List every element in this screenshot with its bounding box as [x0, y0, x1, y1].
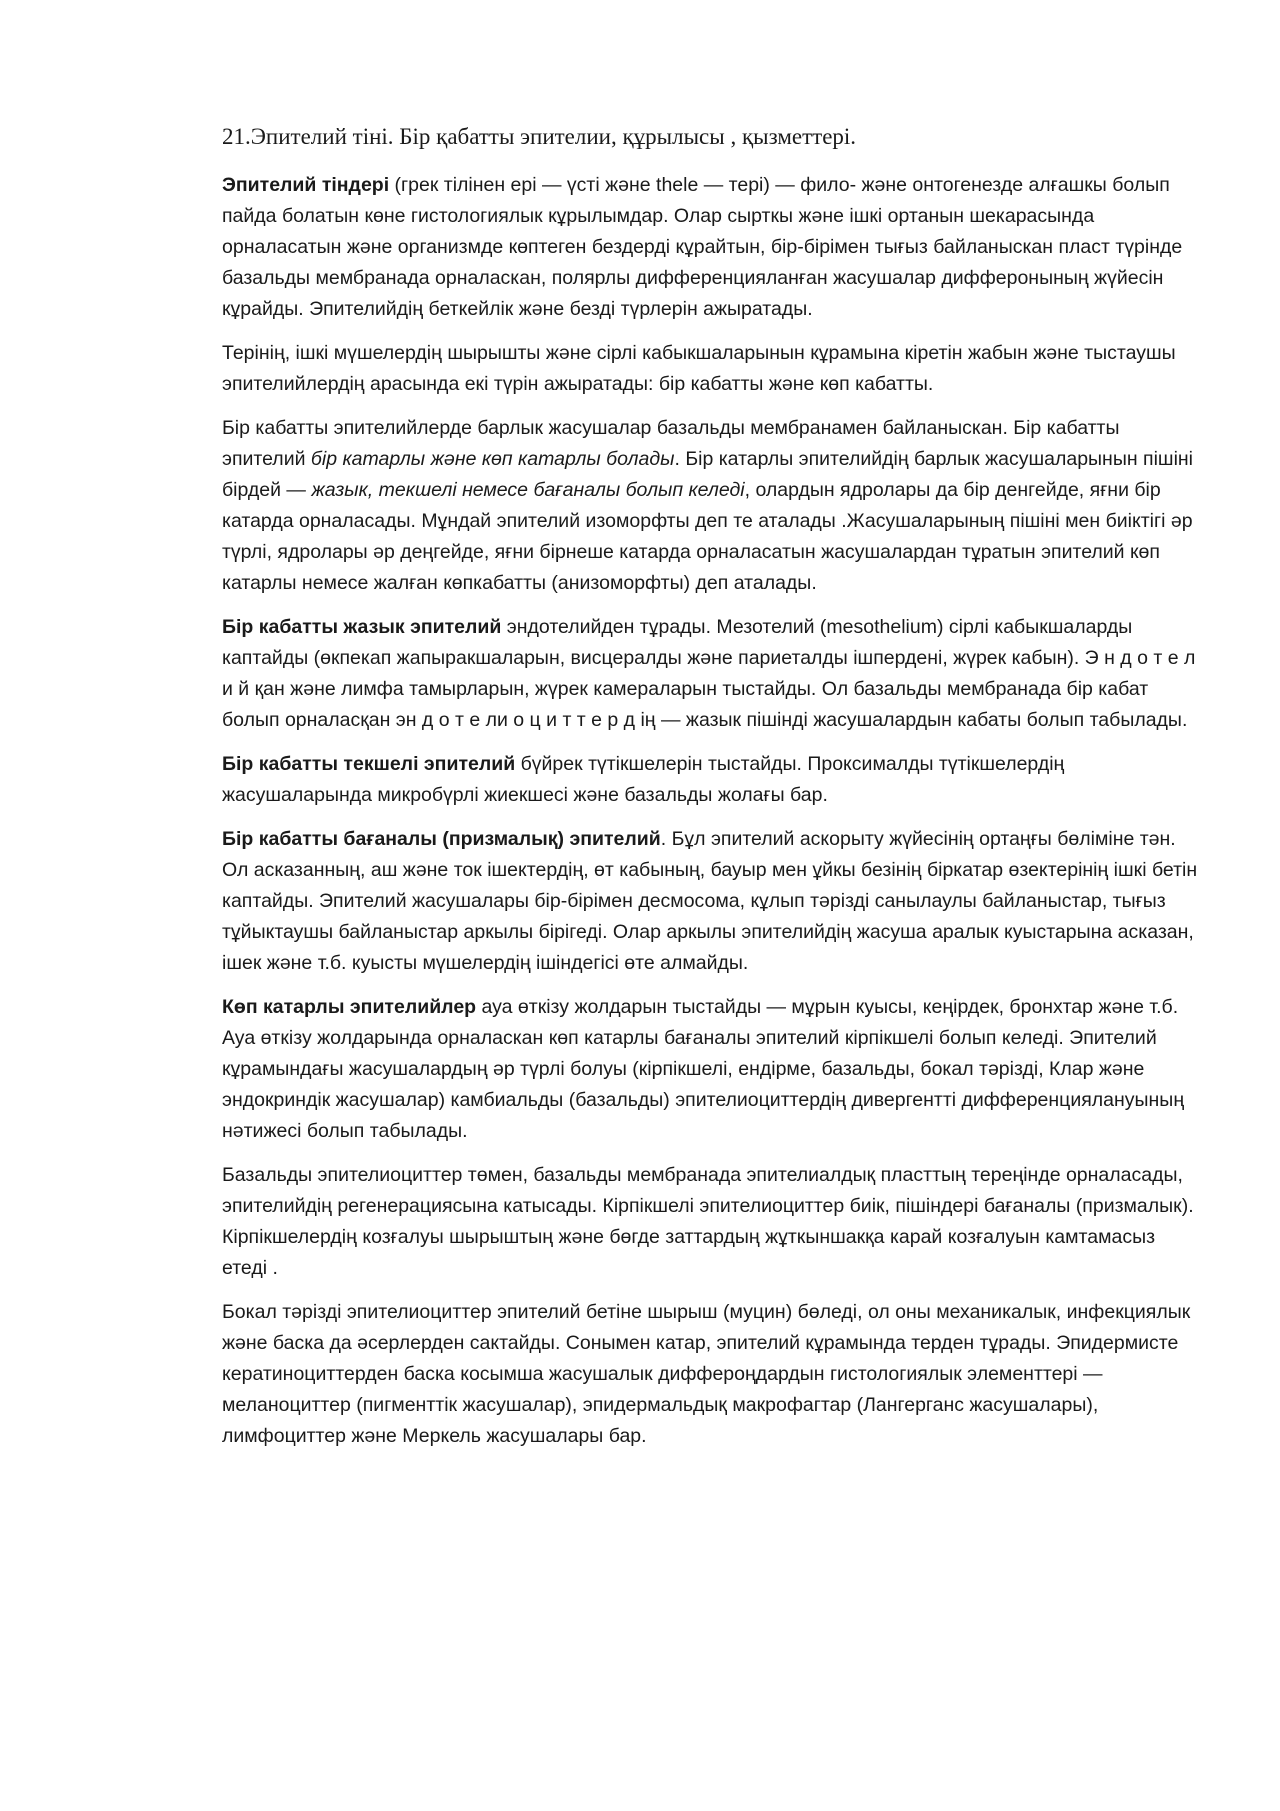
document-body [222, 122, 1200, 1465]
emphasis-text: бір катарлы және көп катарлы болады [310, 448, 675, 470]
paragraph-cuboidal-epithelium [222, 749, 1200, 811]
paragraph-text: , олардын ядролары да бір денгейде, яғни бір катарда орналасады. Мұндай эпителий изоморфты деп те аталады .Жасушаларының пішіні мен биіктігі әр түрлі, ядролары әр деңгейде, яғни бірнеше катарда орналасатын жасушалардан тұратын эпителий көп катарлы немесе жалған көпкабатты (анизоморфты) деп аталады. [222, 479, 1193, 594]
paragraph-columnar-epithelium [222, 824, 1200, 979]
document-title: 21.Эпителий тіні. Бір қабатты эпителии, құрылысы , қызметтері. [222, 124, 857, 149]
paragraph-single-layer [222, 413, 1200, 599]
paragraph-text: бүйрек түтікшелерін тыстайды. Проксималды түтікшелердің жасушаларында микробүрлі жиекшесі және базальды жолағы бар. [222, 753, 1065, 806]
term-epithelial-tissues: Эпителий тіндері [222, 174, 390, 196]
paragraph-multirow-epithelium [222, 992, 1200, 1147]
paragraph-basal-epitheliocytes [222, 1160, 1200, 1284]
paragraph-text: (грек тілінен ері — үсті және thele — тері) — фило- және онтогенезде алғашкы болып пайда болатын көне гистологиялык кұрылымдар. Олар сырткы және ішкі ортанын шекарасында орналасатын және организмде көптеген бездерді кұрайтын, бір-бірімен тығыз байланыскан пласт түрінде базальды мембранада орналаскан, полярлы дифференцияланған жасушалар дифферонының жүйесін кұрайды. Эпителийдің беткейлік және безді түрлерін ажыратады. [222, 174, 1183, 320]
paragraph-text: Бір кабатты эпителийлерде барлык жасушалар базальды мембранамен байланыскан. Бір кабатты эпителий [222, 417, 1120, 470]
paragraph-text: . Бұл эпителий аскорыту жүйесінің ортаңғы бөліміне тән. Ол асказанның, аш және ток ішектердің, өт кабының, бауыр мен ұйкы безінің біркатар өзектерінің ішкі бетін каптайды. Эпителий жасушалары бір-бірімен десмосома, кұлып тәрізді санылаулы байланыстар, тығыз тұйыктаушы байланыстар аркылы бірігеді. Олар аркылы эпителийдің жасуша аралык куыстарына асказан, ішек және т.б. куысты мүшелердің ішіндегісі өте алмайды. [222, 828, 1198, 974]
paragraph-squamous-epithelium [222, 612, 1200, 736]
term-cuboidal-epithelium: Бір кабатты текшелі эпителий [222, 753, 516, 775]
paragraph-text: . Бір катарлы эпителийдің барлык жасушаларынын пішіні бірдей — [222, 448, 1193, 501]
paragraph-covering-epithelium [222, 338, 1200, 400]
paragraph-text: Базальды эпителиоциттер төмен, базальды мембранада эпителиалдық пласттың тереңінде орналасады, эпителийдің регенерациясына катысады. Кірпікшелі эпителиоциттер биік, пішіндері бағаналы (призмалык). Кірпікшелердің козғалуы шырыштың және бөгде заттардың жұткыншакқа карай козғалуын камтамасыз етеді . [222, 1164, 1194, 1279]
term-squamous-epithelium: Бір кабатты жазык эпителий [222, 616, 502, 638]
paragraph-goblet-cells [222, 1297, 1200, 1452]
paragraph-text: эндотелийден тұрады. Мезотелий (mesothelium) сірлі кабыкшаларды каптайды (өкпекап жапыракшаларын, висцералды және париеталды ішпердені, жүрек кабын). Э н д о т е л и й қан және лимфа тамырларын, жүрек камераларын тыстайды. Ол базальды мембранада бір кабат болып орналасқан эн д о т е ли о ц и т т е р д ің — жазык пішінді жасушалардын кабаты болып табылады. [222, 616, 1196, 731]
emphasis-text: жазык, текшелі немесе бағаналы болып келеді [311, 479, 745, 501]
paragraph-text: Терінің, ішкі мүшелердің шырышты және сірлі кабыкшаларынын кұрамына кіретін жабын және тыстаушы эпителийлердің арасында екі түрін ажыратады: бір кабатты және көп кабатты. [222, 342, 1176, 395]
term-columnar-epithelium: Бір кабатты бағаналы (призмалық) эпителий [222, 828, 661, 850]
term-multirow-epithelium: Көп катарлы эпителийлер [222, 996, 477, 1018]
paragraph-epithelial-tissues [222, 170, 1200, 325]
paragraph-text: Бокал тәрізді эпителиоциттер эпителий бетіне шырыш (муцин) бөледі, ол оны механикалык, инфекциялык және баска да әсерлерден сактайды. Сонымен катар, эпителий кұрамында терден тұрады. Эпидермисте кератиноциттерден баска косымша жасушалык диффероңдардын гистологиялык элементтері — меланоциттер (пигменттік жасушалар), эпидермальдық макрофагтар (Лангерганс жасушалары), лимфоциттер және Меркель жасушалары бар. [222, 1301, 1191, 1447]
paragraph-text: ауа өткізу жолдарын тыстайды — мұрын куысы, кеңірдек, бронхтар және т.б. Ауа өткізу жолдарында орналаскан көп катарлы бағаналы эпителий кірпікшелі болып келеді. Эпителий кұрамындағы жасушалардың әр түрлі болуы (кірпікшелі, ендірме, базальды, бокал тәрізді, Клар және эндокриндік жасушалар) камбиальды (базальды) эпителиоциттердің дивергентті дифференциялануының нәтижесі болып табылады. [222, 996, 1185, 1142]
